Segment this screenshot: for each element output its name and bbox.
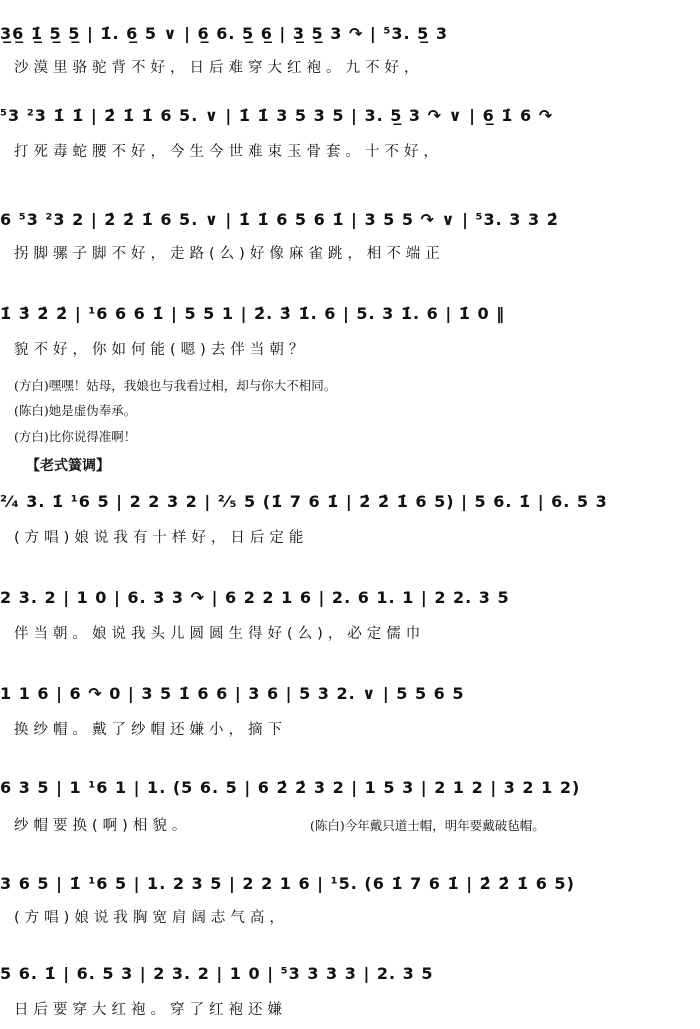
- inline-spoken-line: (陈白)今年戴只道士帽，明年要戴破毡帽。: [310, 818, 545, 833]
- spoken-line-3: (方白)比你说得准啊！: [14, 429, 137, 444]
- notation-line: 1 1 6 | 6 ↷ 0 | 3 5 1̇ 6 6 | 3 6 | 5 3 2. ∨ | 5 5 6 5: [0, 684, 465, 703]
- score-system-6: [0, 580, 700, 650]
- score-system-10: [0, 954, 700, 1024]
- notation-line: 1̇ 3̇ 2̇ 2̇ | ¹6 6 6 1̇ | 5 5 1 | 2̇. 3̇ 1̇. 6 | 5. 3 1̇. 6 | 1̇ 0 ‖: [0, 304, 506, 323]
- lyric-line: 日后要穿大红袍。穿了红袍还嫌: [14, 1002, 287, 1018]
- notation-line: 5 6. 1̇ | 6. 5 3 | 2 3. 2 | 1 0 | ⁵3 3 3 3 | 2. 3 5: [0, 964, 434, 983]
- lyric-line: 纱帽要换(啊)相貌。: [14, 818, 192, 834]
- lyric-line: 拐脚骡子脚不好，走路(么)好像麻雀跳，相不端正: [14, 246, 445, 262]
- spoken-line-2: (陈白)她是虚伪奉承。: [14, 403, 137, 418]
- lyric-line: (方唱)娘说我有十样好，日后定能: [14, 530, 309, 546]
- notation-line: ⁵3 ²3 1̇ 1̇ | 2̇ 1̇ 1̇ 6 5. ∨ | 1̇ 1̇ 3 5 3 5 | 3. 5̲ 3 ↷ ∨ | 6̲ 1̇ 6 ↷: [0, 106, 554, 125]
- score-system-5: [0, 482, 700, 552]
- lyric-line: (方唱)娘说我胸宽肩阔志气高，: [14, 910, 289, 926]
- notation-line: ²⁄₄ 3. 1̇ ¹6 5 | 2 2 3 2 | ²⁄₅ 5 (1̇ 7 6 1̇ | 2̇ 2̇ 1̇ 6 5) | 5 6. 1̇ | 6. 5 3: [0, 492, 608, 511]
- lyric-line: 伴当朝。娘说我头儿圆圆生得好(么)，必定儒巾: [14, 626, 426, 642]
- score-system-2: [0, 102, 700, 162]
- section-title: 【老式簧调】: [26, 458, 110, 474]
- score-system-9: [0, 864, 700, 934]
- score-system-7: [0, 676, 700, 746]
- notation-line: 3 6 5 | 1̇ ¹6 5 | 1. 2 3 5 | 2 2 1 6 | ¹5. (6 1̇ 7 6 1̇ | 2̇ 2̇ 1̇ 6 5): [0, 874, 575, 893]
- lyric-line: 沙漠里骆驼背不好，日后难穿大红袍。九不好，: [14, 60, 424, 76]
- lyric-line: 打死毒蛇腰不好，今生今世难束玉骨套。十不好，: [14, 144, 443, 160]
- score-system-3: [0, 196, 700, 266]
- notation-line: 6 3 5 | 1 ¹6 1 | 1. (5 6. 5 | 6 2̇ 2̇ 3 2 | 1 5 3 | 2 1 2 | 3 2 1 2): [0, 778, 581, 797]
- spoken-line-1: (方白)嘿嘿！姑母，我娘也与我看过相，却与你大不相同。: [14, 378, 337, 393]
- score-system-4: [0, 290, 700, 360]
- notation-line: 3̲6̲ 1̲̇ 5̲ 5̲ | 1̇. 6̲ 5 ∨ | 6̲ 6. 5̲ 6̲ | 3̲ 5̲ 3 ↷ | ⁵3. 5̲ 3: [0, 24, 448, 43]
- lyric-line: 换纱帽。戴了纱帽还嫌小，摘下: [14, 722, 287, 738]
- notation-line: 2 3. 2 | 1 0 | 6. 3 3 ↷ | 6 2 2 1 6 | 2. 6 1. 1 | 2 2. 3 5: [0, 588, 510, 607]
- notation-line: 6 ⁵3 ²3 2 | 2̇ 2̇ 1̇ 6 5. ∨ | 1̇ 1̇ 6 5 6 1̇ | 3 5 5 ↷ ∨ | ⁵3. 3 3 2̇: [0, 210, 559, 229]
- lyric-line: 貌不好，你如何能(嗯)去伴当朝？: [14, 342, 309, 358]
- score-system-1: [0, 20, 700, 80]
